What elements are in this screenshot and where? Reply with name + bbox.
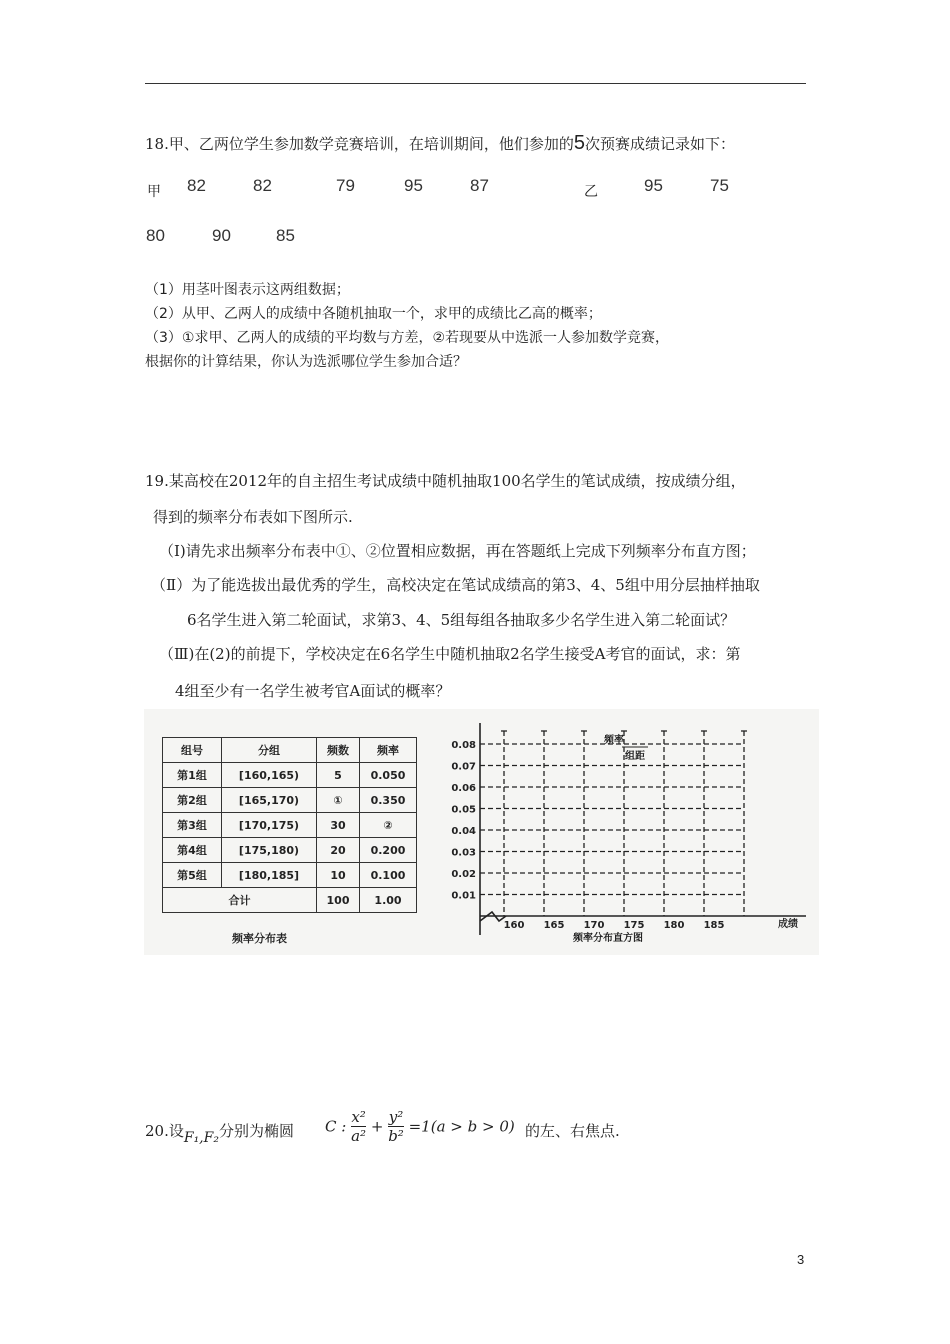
q20-mid: 分别为椭圆 <box>218 1122 294 1140</box>
q18-part3b: 根据你的计算结果，你认为选派哪位学生参加合适？ <box>145 354 467 370</box>
table-header: 频数 <box>317 738 360 763</box>
y-tick-label: 0.05 <box>451 804 476 816</box>
yi-score: 75 <box>710 176 729 195</box>
table-header: 频率 <box>360 738 417 763</box>
q19-line6: （Ⅲ)在(2)的前提下，学校决定在6名学生中随机抽取2名学生接受A考官的面试，求：第 <box>159 645 741 663</box>
header-rule <box>145 83 806 84</box>
x-tick-label: 165 <box>543 920 565 931</box>
q18-part3a: （3）①求甲、乙两人的成绩的平均数与方差，②若现要从中选派一人参加数学竞赛， <box>145 330 670 346</box>
table-header-row <box>163 738 417 763</box>
eq-plus: + <box>370 1117 384 1136</box>
y-tick-label: 0.02 <box>451 869 476 880</box>
table-cell: 0.050 <box>360 763 417 788</box>
q20-post: 的左、右焦点. <box>525 1122 620 1140</box>
page-number: 3 <box>797 1252 805 1267</box>
y-tick-label: 0.03 <box>451 847 476 859</box>
table-cell: [180,185] <box>222 863 317 888</box>
yi-score: 85 <box>276 226 295 245</box>
table-header: 组号 <box>163 738 222 763</box>
x-tick-label: 180 <box>663 920 685 931</box>
yi-score: 95 <box>644 176 663 195</box>
jia-score: 87 <box>470 176 489 195</box>
table-cell: 第1组 <box>163 763 222 788</box>
y-tick-label: 0.01 <box>451 890 476 902</box>
table-cell: 第2组 <box>163 788 222 813</box>
q18-part1: （1）用茎叶图表示这两组数据； <box>145 282 350 298</box>
table-cell: 10 <box>317 863 360 888</box>
q18-jia-label: 甲 <box>147 184 161 200</box>
x-tick-label: 160 <box>503 920 525 931</box>
histogram-chart <box>426 709 819 955</box>
eq-c-label: C : <box>325 1117 347 1136</box>
q19-line3: （Ⅰ)请先求出频率分布表中①、②位置相应数据，再在答题纸上完成下列频率分布直方图； <box>159 542 756 560</box>
jia-score: 82 <box>187 176 206 195</box>
q18-part2: （2）从甲、乙两人的成绩中各随机抽取一个，求甲的成绩比乙高的概率； <box>145 306 602 322</box>
q19-line1: 19.某高校在2012年的自主招生考试成绩中随机抽取100名学生的笔试成绩，按成绩分组， <box>145 472 746 490</box>
frac-den: b² <box>388 1127 404 1145</box>
yi-score: 90 <box>212 226 231 245</box>
table-cell: [170,175) <box>222 813 317 838</box>
table-cell: 0.350 <box>360 788 417 813</box>
q18-intro: 18.甲、乙两位学生参加数学竞赛培训，在培训期间，他们参加的5次预赛成绩记录如下： <box>145 132 735 154</box>
y-tick-label: 0.07 <box>451 761 476 773</box>
table-cell: 0.200 <box>360 838 417 863</box>
table-row <box>163 838 417 863</box>
q19-line2: 得到的频率分布表如下图所示. <box>153 508 353 526</box>
y-axis-label-bottom: 组距 <box>625 751 645 762</box>
x-tick-label: 175 <box>623 920 645 931</box>
table-row <box>163 813 417 838</box>
jia-score: 79 <box>336 176 355 195</box>
table-header: 分组 <box>222 738 317 763</box>
table-cell: [175,180) <box>222 838 317 863</box>
table-cell: 20 <box>317 838 360 863</box>
table-cell: ① <box>317 788 360 813</box>
y-tick-label: 0.06 <box>451 783 476 794</box>
x-tick-label: 170 <box>583 920 605 931</box>
q20-foci: F₁,F₂ <box>183 1130 219 1146</box>
frequency-table <box>162 737 417 913</box>
y-tick-label: 0.04 <box>451 826 476 837</box>
table-total-label: 合计 <box>163 888 317 913</box>
table-cell: 0.100 <box>360 863 417 888</box>
frac-den: a² <box>351 1127 367 1145</box>
table-total-row <box>163 888 417 913</box>
y-axis-label-top: 频率 <box>604 735 624 746</box>
table-cell: [165,170) <box>222 788 317 813</box>
ellipse-equation <box>325 1108 515 1145</box>
table-total-freq: 1.00 <box>360 888 417 913</box>
eq-rhs: =1(a > b > 0) <box>408 1117 515 1136</box>
q19-line4: （Ⅱ）为了能选拔出最优秀的学生，高校决定在笔试成绩高的第3、4、5组中用分层抽样抽取 <box>151 576 760 594</box>
frac-num: x² <box>351 1108 366 1126</box>
table-total-count: 100 <box>317 888 360 913</box>
table-row <box>163 788 417 813</box>
table-cell: ② <box>360 813 417 838</box>
x-tick-label: 185 <box>703 920 725 931</box>
q18-yi-label: 乙 <box>584 184 598 200</box>
table-row <box>163 863 417 888</box>
eq-frac-y <box>388 1108 404 1145</box>
jia-score: 95 <box>404 176 423 195</box>
chart-title: 频率分布直方图 <box>573 933 643 944</box>
q19-line5: 6名学生进入第二轮面试，求第3、4、5组每组各抽取多少名学生进入第二轮面试？ <box>187 611 736 629</box>
table-cell: [160,165) <box>222 763 317 788</box>
eq-frac-x <box>351 1108 366 1145</box>
x-axis-label: 成绩 <box>778 919 798 930</box>
table-cell: 5 <box>317 763 360 788</box>
q20-line <box>145 1120 294 1146</box>
table-row <box>163 763 417 788</box>
table-cell: 第3组 <box>163 813 222 838</box>
yi-score: 80 <box>146 226 165 245</box>
frac-num: y² <box>388 1108 404 1126</box>
table-caption: 频率分布表 <box>232 932 287 945</box>
q20-pre: 20.设 <box>145 1122 184 1140</box>
q19-line7: 4组至少有一名学生被考官A面试的概率？ <box>175 682 451 700</box>
figure-panel <box>144 709 819 955</box>
table-cell: 30 <box>317 813 360 838</box>
table-cell: 第4组 <box>163 838 222 863</box>
jia-score: 82 <box>253 176 272 195</box>
y-tick-label: 0.08 <box>451 740 476 751</box>
table-cell: 第5组 <box>163 863 222 888</box>
